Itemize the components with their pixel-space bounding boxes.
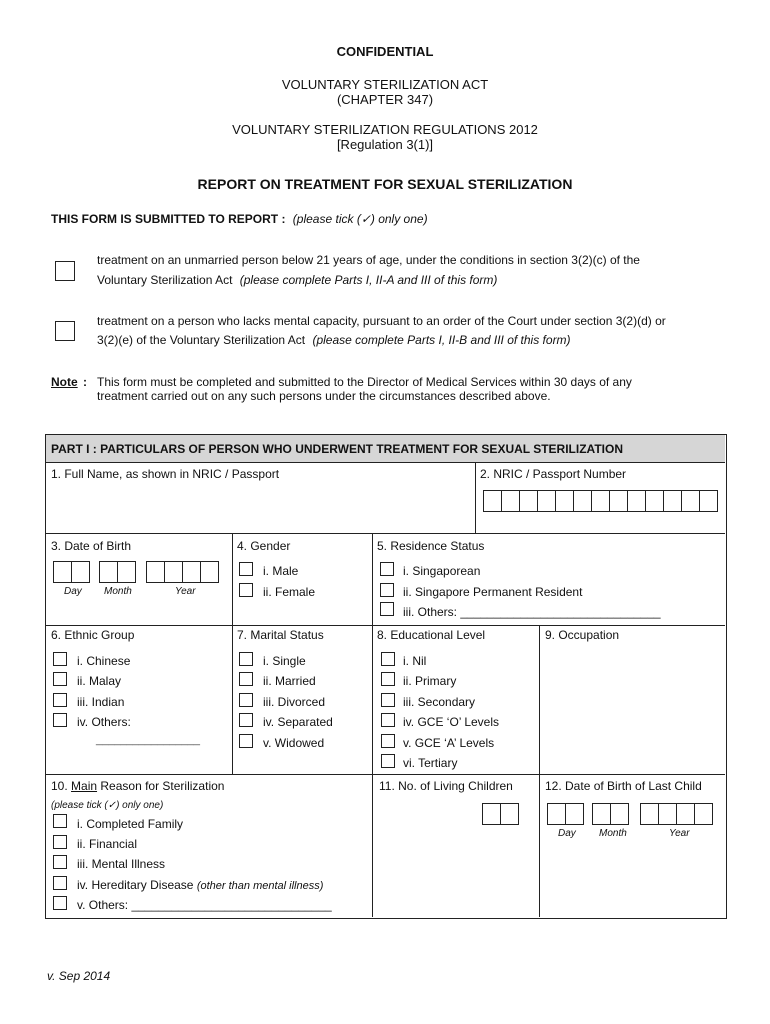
- occupation-field[interactable]: [545, 648, 720, 768]
- residence-singaporean-label: i. Singaporean: [403, 564, 481, 578]
- report-option-2-act: 3(2)(e) of the Voluntary Sterilization Act: [97, 333, 306, 347]
- residence-label: 5. Residence Status: [377, 539, 485, 553]
- ethnic-others-label: iv. Others:: [77, 715, 131, 729]
- last-child-dob-day-caption: Day: [558, 828, 576, 839]
- gender-female-checkbox[interactable]: [239, 583, 253, 597]
- reason-hereditary-label: [77, 878, 323, 892]
- act-chapter: (CHAPTER 347): [336, 92, 434, 107]
- divider: [46, 774, 372, 775]
- digit-box[interactable]: [610, 803, 629, 825]
- education-secondary-checkbox[interactable]: [381, 693, 395, 707]
- gender-female-label: ii. Female: [263, 585, 316, 599]
- submit-hint: (please tick (✓) only one): [292, 212, 428, 226]
- digit-box[interactable]: [676, 803, 695, 825]
- digit-box[interactable]: [200, 561, 219, 583]
- education-nil-label: i. Nil: [403, 654, 427, 668]
- ethnic-chinese-checkbox[interactable]: [53, 652, 67, 666]
- marital-label: 7. Marital Status: [237, 628, 324, 642]
- note-line-1: This form must be completed and submitted to the Director of Medical Services within 30 days of any: [97, 375, 632, 389]
- digit-box[interactable]: [658, 803, 677, 825]
- digit-box[interactable]: [99, 561, 118, 583]
- reason-financial-checkbox[interactable]: [53, 835, 67, 849]
- education-primary-checkbox[interactable]: [381, 672, 395, 686]
- education-a-levels-checkbox[interactable]: [381, 734, 395, 748]
- reason-main-word: Main: [71, 779, 98, 793]
- ethnic-indian-label: iii. Indian: [77, 695, 125, 709]
- digit-box[interactable]: [482, 803, 501, 825]
- education-primary-label: ii. Primary: [403, 674, 457, 688]
- digit-box[interactable]: [182, 561, 201, 583]
- residence-pr-checkbox[interactable]: [380, 583, 394, 597]
- last-child-dob-year-caption: Year: [669, 828, 690, 839]
- digit-box[interactable]: [591, 490, 610, 512]
- reason-hereditary-note: (other than mental illness): [196, 880, 324, 892]
- note-colon: :: [83, 375, 87, 389]
- reason-others-checkbox[interactable]: [53, 896, 67, 910]
- marital-widowed-label: v. Widowed: [263, 736, 325, 750]
- digit-box[interactable]: [627, 490, 646, 512]
- education-o-levels-checkbox[interactable]: [381, 713, 395, 727]
- education-o-levels-label: iv. GCE ‘O’ Levels: [403, 715, 500, 729]
- reason-number: 10.: [51, 779, 68, 793]
- ethnic-label: 6. Ethnic Group: [51, 628, 135, 642]
- residence-others-checkbox[interactable]: [380, 602, 394, 616]
- dob-year-caption: Year: [175, 586, 196, 597]
- digit-box[interactable]: [645, 490, 664, 512]
- submit-lead: THIS FORM IS SUBMITTED TO REPORT :: [51, 212, 286, 226]
- reason-hereditary-checkbox[interactable]: [53, 876, 67, 890]
- education-nil-checkbox[interactable]: [381, 652, 395, 666]
- reason-mental-illness-label: iii. Mental Illness: [77, 857, 166, 871]
- version-label: v. Sep 2014: [47, 969, 111, 983]
- report-option-2-line2: [97, 333, 571, 347]
- ethnic-others-blank[interactable]: _________________: [96, 734, 201, 746]
- digit-box[interactable]: [565, 803, 584, 825]
- ethnic-others-checkbox[interactable]: [53, 713, 67, 727]
- last-child-dob-label: 12. Date of Birth of Last Child: [545, 779, 702, 793]
- marital-divorced-checkbox[interactable]: [239, 693, 253, 707]
- reason-label: [51, 779, 224, 793]
- reason-label-rest: Reason for Sterilization: [100, 779, 225, 793]
- divider: [232, 533, 233, 625]
- digit-box[interactable]: [500, 803, 519, 825]
- residence-others-label: iii. Others: ______________________________: [403, 605, 661, 619]
- ethnic-indian-checkbox[interactable]: [53, 693, 67, 707]
- education-secondary-label: iii. Secondary: [403, 695, 476, 709]
- ethnic-malay-label: ii. Malay: [77, 674, 122, 688]
- marital-single-checkbox[interactable]: [239, 652, 253, 666]
- marital-separated-checkbox[interactable]: [239, 713, 253, 727]
- digit-box[interactable]: [146, 561, 165, 583]
- report-title: REPORT ON TREATMENT FOR SEXUAL STERILIZATION: [197, 176, 573, 192]
- act-title: VOLUNTARY STERILIZATION ACT: [281, 77, 489, 92]
- report-option-2-instruction: (please complete Parts I, II-B and III of this form): [312, 333, 571, 347]
- education-tertiary-label: vi. Tertiary: [403, 756, 458, 770]
- part1-title: PART I : PARTICULARS OF PERSON WHO UNDERWENT TREATMENT FOR SEXUAL STERILIZATION: [51, 442, 623, 456]
- residence-singaporean-checkbox[interactable]: [380, 562, 394, 576]
- report-option-1-act: Voluntary Sterilization Act: [97, 273, 233, 287]
- reason-completed-family-checkbox[interactable]: [53, 814, 67, 828]
- report-option-1-instruction: (please complete Parts I, II-A and III of this form): [239, 273, 498, 287]
- reason-hereditary-text: iv. Hereditary Disease: [77, 878, 194, 892]
- last-child-dob-month-caption: Month: [599, 828, 627, 839]
- education-tertiary-checkbox[interactable]: [381, 754, 395, 768]
- nric-label: 2. NRIC / Passport Number: [480, 467, 627, 481]
- digit-box[interactable]: [681, 490, 700, 512]
- digit-box[interactable]: [547, 803, 566, 825]
- education-label: 8. Educational Level: [377, 628, 486, 642]
- digit-box[interactable]: [699, 490, 718, 512]
- residence-pr-label: ii. Singapore Permanent Resident: [403, 585, 583, 599]
- digit-box[interactable]: [71, 561, 90, 583]
- gender-male-checkbox[interactable]: [239, 562, 253, 576]
- education-a-levels-label: v. GCE ‘A’ Levels: [403, 736, 495, 750]
- reason-financial-label: ii. Financial: [77, 837, 138, 851]
- occupation-label: 9. Occupation: [545, 628, 620, 642]
- reason-completed-family-label: i. Completed Family: [77, 817, 184, 831]
- divider: [475, 462, 476, 533]
- digit-box[interactable]: [117, 561, 136, 583]
- divider: [46, 533, 725, 534]
- full-name-label: 1. Full Name, as shown in NRIC / Passport: [51, 467, 280, 481]
- digit-box[interactable]: [609, 490, 628, 512]
- reason-mental-illness-checkbox[interactable]: [53, 855, 67, 869]
- digit-box[interactable]: [537, 490, 556, 512]
- divider: [232, 625, 233, 774]
- digit-box[interactable]: [483, 490, 502, 512]
- marital-married-label: ii. Married: [263, 674, 316, 688]
- marital-married-checkbox[interactable]: [239, 672, 253, 686]
- confidential-label: CONFIDENTIAL: [336, 44, 434, 59]
- report-option-1-line1: treatment on an unmarried person below 21 years of age, under the conditions in section 3(2)(c) of the: [97, 253, 640, 267]
- marital-widowed-checkbox[interactable]: [239, 734, 253, 748]
- digit-box[interactable]: [53, 561, 72, 583]
- dob-day-caption: Day: [64, 586, 82, 597]
- note-label: Note: [51, 375, 78, 389]
- digit-box[interactable]: [519, 490, 538, 512]
- digit-box[interactable]: [573, 490, 592, 512]
- digit-box[interactable]: [501, 490, 520, 512]
- marital-divorced-label: iii. Divorced: [263, 695, 326, 709]
- divider: [46, 625, 725, 626]
- digit-box[interactable]: [555, 490, 574, 512]
- ethnic-chinese-label: i. Chinese: [77, 654, 131, 668]
- digit-box[interactable]: [164, 561, 183, 583]
- divider: [539, 625, 540, 917]
- digit-box[interactable]: [663, 490, 682, 512]
- gender-male-label: i. Male: [263, 564, 299, 578]
- reason-others-label: v. Others: ______________________________: [77, 898, 332, 912]
- digit-box[interactable]: [640, 803, 659, 825]
- gender-label: 4. Gender: [237, 539, 291, 553]
- digit-box[interactable]: [592, 803, 611, 825]
- reason-hint: (please tick (✓) only one): [51, 800, 164, 811]
- dob-label: 3. Date of Birth: [51, 539, 132, 553]
- marital-separated-label: iv. Separated: [263, 715, 333, 729]
- digit-box[interactable]: [694, 803, 713, 825]
- report-option-1-checkbox[interactable]: [55, 261, 75, 281]
- report-option-1-line2: [97, 273, 497, 287]
- living-children-label: 11. No. of Living Children: [379, 779, 513, 793]
- dob-month-caption: Month: [104, 586, 132, 597]
- full-name-field[interactable]: [51, 485, 469, 529]
- marital-single-label: i. Single: [263, 654, 306, 668]
- submit-instruction: [51, 212, 428, 226]
- regulation-ref: [Regulation 3(1)]: [336, 137, 434, 152]
- ethnic-malay-checkbox[interactable]: [53, 672, 67, 686]
- note-line-2: treatment carried out on any such persons under the circumstances described above.: [97, 389, 551, 403]
- divider: [372, 774, 725, 775]
- divider: [372, 533, 373, 917]
- report-option-2-line1: treatment on a person who lacks mental capacity, pursuant to an order of the Court under section 3(2)(d) or: [97, 314, 666, 328]
- report-option-2-checkbox[interactable]: [55, 321, 75, 341]
- regulations-title: VOLUNTARY STERILIZATION REGULATIONS 2012: [232, 122, 538, 137]
